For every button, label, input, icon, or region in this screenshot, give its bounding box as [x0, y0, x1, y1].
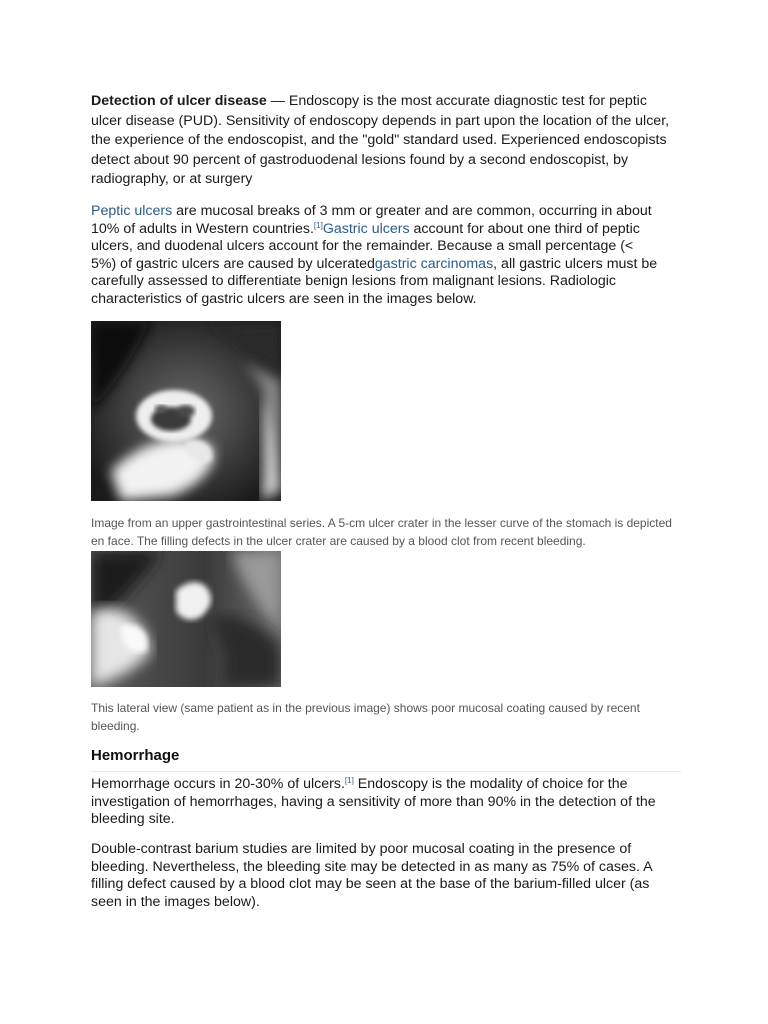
peptic-paragraph [91, 203, 661, 308]
xray-image-1-graphic [91, 321, 281, 501]
peptic-ulcers-link[interactable]: Peptic ulcers [91, 203, 173, 219]
section-divider [91, 771, 681, 772]
intro-paragraph [91, 92, 681, 190]
gastric-carcinomas-link[interactable]: gastric carcinomas [374, 255, 494, 272]
hemorrhage-text-1: Hemorrhage occurs in 20-30% of ulcers. [91, 776, 345, 792]
figure-1-caption: Image from an upper gastrointestinal series. A 5-cm ulcer crater in the lesser curve of the stomach is depicted en face. The filling defects in the ulcer crater are caused by a blood clot from recent bleeding. [91, 516, 672, 548]
reference-1-link[interactable]: [1] [313, 220, 323, 230]
peptic-text-3: , all gastric ulcers must be carefully assessed to differentiate benign lesions from malignant lesions. Radiologic characteristics of gastric ulcers are seen in the images below. [91, 255, 658, 307]
xray-image-lateral [91, 551, 281, 687]
xray-image-en-face [91, 321, 281, 501]
hemorrhage-text-2: Endoscopy is the modality of choice for the investigation of hemorrhages, having a sensitivity of more than 90% in the detection of the bleeding site. [91, 776, 656, 827]
figure-2-caption: This lateral view (same patient as in the previous image) shows poor mucosal coating caused by recent bleeding. [91, 701, 640, 733]
intro-heading: Detection of ulcer disease [91, 93, 267, 109]
peptic-text-1: are mucosal breaks of 3 mm or greater and are common, occurring in about 10% of adults in Western countries. [91, 203, 652, 237]
xray-image-2-graphic [91, 551, 281, 687]
gastric-ulcers-link[interactable]: Gastric ulcers [322, 220, 410, 237]
hemorrhage-paragraph-1 [91, 776, 676, 829]
peptic-text-2: account for about one third of peptic ulcers, and duodenal ulcers account for the remainder. Because a small percentage (< 5%) of gastric ulcers are caused by ulcerated [91, 220, 640, 272]
intro-text: — Endoscopy is the most accurate diagnostic test for peptic ulcer disease (PUD). Sensitivity of endoscopy depends in part upon the location of the ulcer, the experience of the endoscopist, and the "gold" standard used. Experienced endoscopists detect about 90 percent of gastroduodenal lesions found by a second endoscopist, by radiography, or at surgery [91, 93, 670, 187]
hemorrhage-paragraph-2: Double-contrast barium studies are limited by poor mucosal coating in the presence of bleeding. Nevertheless, the bleeding site may be detected in as many as 75% of cases. A filling defect caused by a blood clot may be seen at the base of the barium-filled ulcer (as seen in the images below). [91, 841, 652, 910]
hemorrhage-heading: Hemorrhage [91, 747, 180, 764]
reference-1-link-2[interactable]: [1] [344, 776, 354, 785]
